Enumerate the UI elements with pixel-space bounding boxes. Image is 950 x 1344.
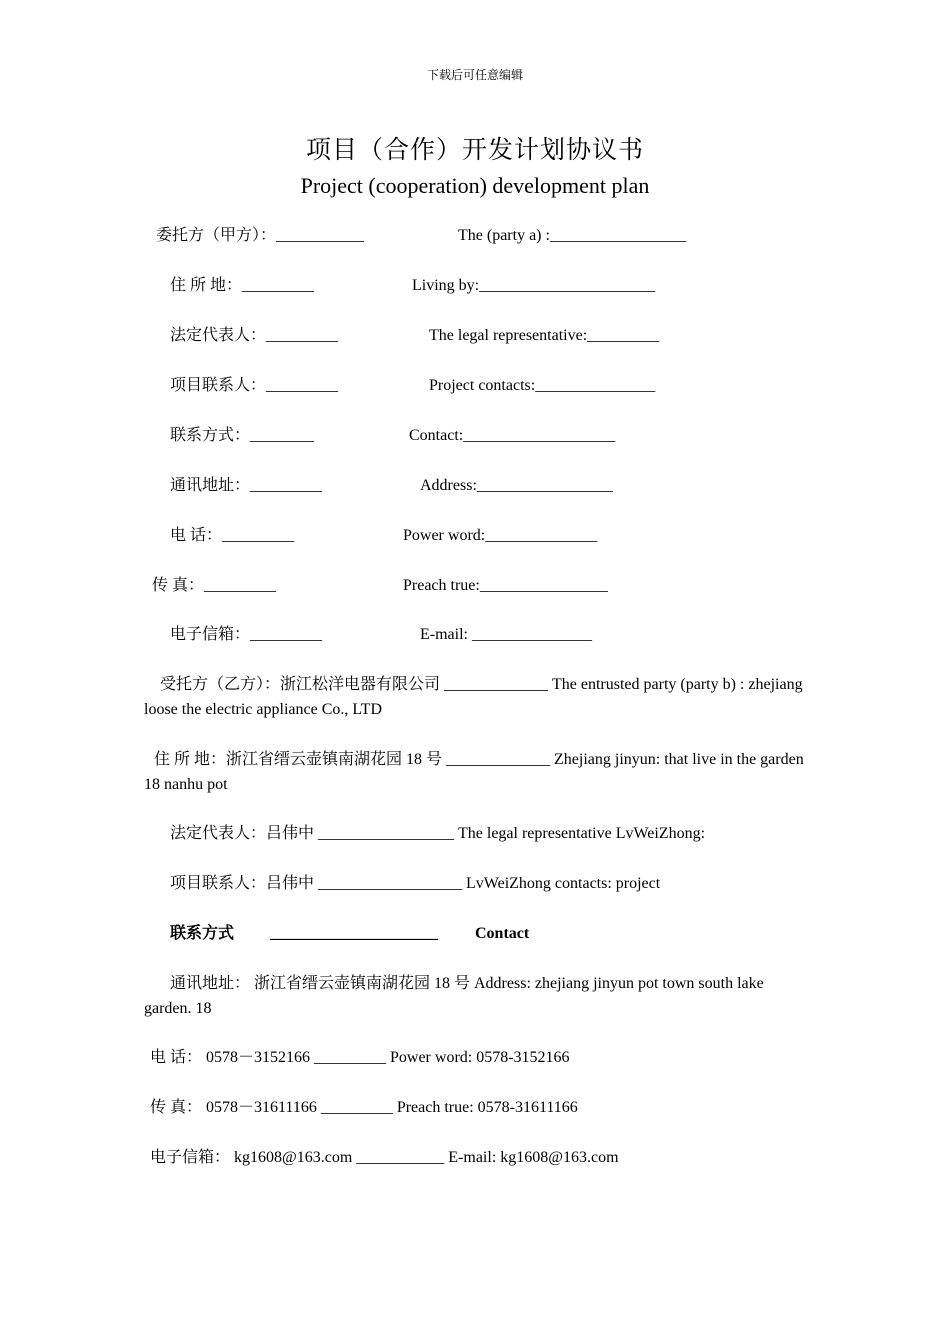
party-b-entrusted: 受托方（乙方）：浙江松洋电器有限公司 _____________ The entrusted party (party b) : zhejiang loose the electric appliance Co., LTD bbox=[144, 676, 803, 718]
party-a-email-en: E-mail: _______________ bbox=[420, 626, 592, 643]
party-b-contact-person: 项目联系人：吕伟中 __________________ LvWeiZhong contacts: project bbox=[170, 875, 661, 892]
party-b-contact-line: _____________________ bbox=[270, 925, 438, 942]
party-b-fax: 传 真： 0578－31611166 _________ Preach true: 0578-31611166 bbox=[150, 1099, 578, 1116]
party-a-fax-en: Preach true:________________ bbox=[403, 577, 608, 594]
page-header: 下载后可任意编辑 bbox=[426, 68, 523, 82]
party-b-legal-rep: 法定代表人：吕伟中 _________________ The legal representative LvWeiZhong: bbox=[170, 825, 706, 842]
party-a-legal-rep-cn: 法定代表人：_________ bbox=[170, 327, 339, 344]
party-b-email: 电子信箱： kg1608@163.com ___________ E-mail: kg1608@163.com bbox=[150, 1149, 619, 1166]
party-a-phone-cn: 电 话：_________ bbox=[170, 527, 295, 544]
title-english: Project (cooperation) development plan bbox=[300, 173, 650, 198]
party-a-legal-rep-en: The legal representative:_________ bbox=[429, 327, 660, 344]
party-a-contact-cn: 联系方式：________ bbox=[170, 427, 315, 444]
party-b-mail-address: 通讯地址： 浙江省缙云壶镇南湖花园 18 号 Address: zhejiang jinyun pot town south lake garden. 18 bbox=[144, 975, 764, 1017]
party-a-contact-person-en: Project contacts:_______________ bbox=[429, 377, 656, 394]
party-b-phone: 电 话： 0578－3152166 _________ Power word: 0578-3152166 bbox=[150, 1049, 570, 1066]
party-a-mail-address-cn: 通讯地址：_________ bbox=[170, 477, 323, 494]
party-a-contact-en: Contact:___________________ bbox=[409, 427, 616, 444]
party-a-phone-en: Power word:______________ bbox=[403, 527, 598, 544]
party-a-mail-address-en: Address:_________________ bbox=[420, 477, 613, 494]
party-a-address-en: Living by:______________________ bbox=[412, 277, 656, 294]
party-a-client-cn: 委托方（甲方）：___________ bbox=[156, 227, 365, 244]
party-b-address: 住 所 地：浙江省缙云壶镇南湖花园 18 号 _____________ Zhejiang jinyun: that live in the garden 18 nanhu pot bbox=[144, 751, 804, 793]
party-a-client-en: The (party a) :_________________ bbox=[458, 227, 686, 244]
party-b-contact-en: Contact bbox=[475, 925, 530, 942]
party-a-address-cn: 住 所 地：_________ bbox=[170, 277, 315, 294]
party-a-email-cn: 电子信箱：_________ bbox=[170, 626, 323, 643]
title-chinese: 项目（合作）开发计划协议书 bbox=[305, 137, 644, 164]
party-b-contact-cn: 联系方式 bbox=[170, 925, 235, 942]
party-a-fax-cn: 传 真：_________ bbox=[152, 577, 277, 594]
party-a-contact-person-cn: 项目联系人：_________ bbox=[170, 377, 339, 394]
